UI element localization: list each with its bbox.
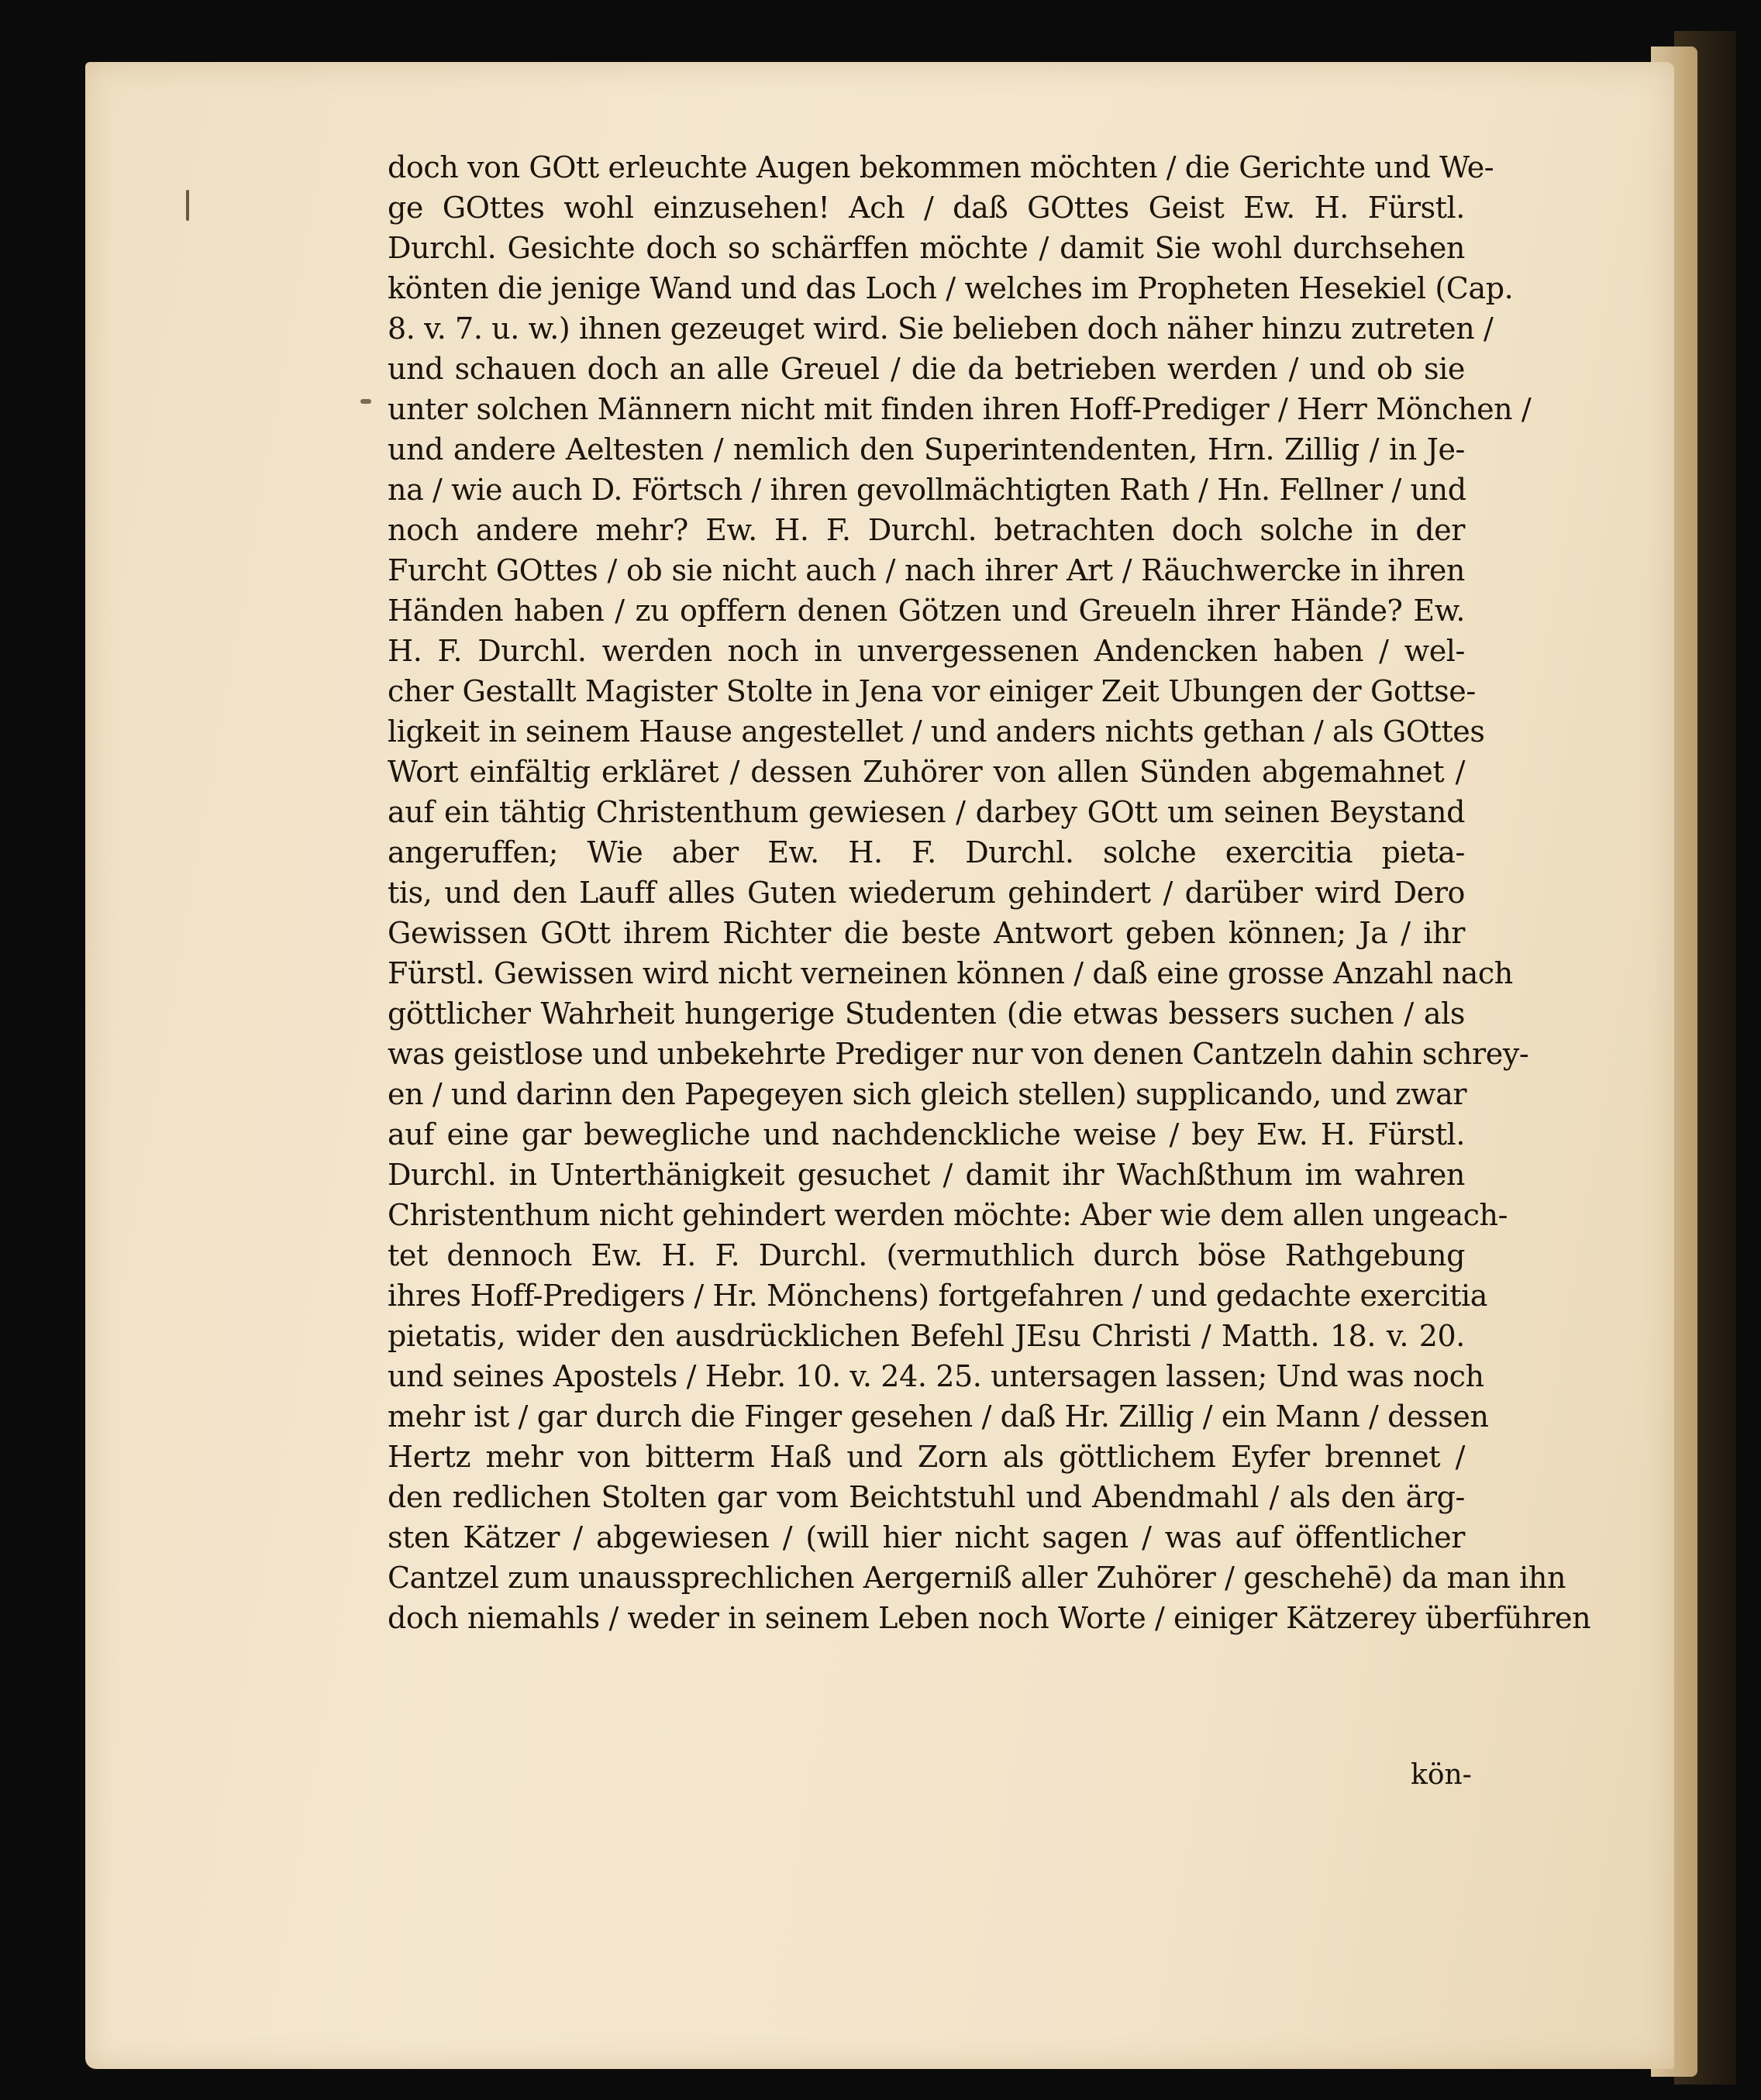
text-line: H. F. Durchl. werden noch in unvergessenen Andencken haben / wel- — [388, 634, 1465, 668]
text-line: göttlicher Wahrheit hungerige Studenten (die etwas bessers suchen / als — [388, 997, 1465, 1031]
text-line: ihres Hoff-Predigers / Hr. Mönchens) fortgefahren / und gedachte exercitia — [388, 1279, 1488, 1313]
text-line: Durchl. in Unterthänigkeit gesuchet / damit ihr Wachßthum im wahren — [388, 1158, 1465, 1192]
text-line: angeruffen; Wie aber Ew. H. F. Durchl. solche exercitia pieta- — [388, 835, 1465, 869]
text-line: doch niemahls / weder in seinem Leben noch Worte / einiger Kätzerey überführen — [388, 1601, 1591, 1635]
text-line: mehr ist / gar durch die Finger gesehen / daß Hr. Zillig / ein Mann / dessen — [388, 1399, 1489, 1434]
catchword: kön- — [1411, 1759, 1472, 1791]
text-line: was geistlose und unbekehrte Prediger nur von denen Cantzeln dahin schrey- — [388, 1037, 1529, 1071]
text-line: tet dennoch Ew. H. F. Durchl. (vermuthlich durch böse Rathgebung — [388, 1238, 1465, 1272]
text-line: könten die jenige Wand und das Loch / welches im Propheten Hesekiel (Cap. — [388, 271, 1514, 305]
text-line: Durchl. Gesichte doch so schärffen möchte / damit Sie wohl durchsehen — [388, 231, 1465, 265]
text-line: auf ein tähtig Christenthum gewiesen / darbey GOtt um seinen Beystand — [388, 795, 1465, 829]
text-line: den redlichen Stolten gar vom Beichtstuhl und Abendmahl / als den ärg- — [388, 1480, 1465, 1514]
text-line: cher Gestallt Magister Stolte in Jena vor einiger Zeit Ubungen der Gottse- — [388, 674, 1476, 708]
text-line: sten Kätzer / abgewiesen / (will hier nicht sagen / was auf öffentlicher — [388, 1520, 1465, 1554]
text-line: und andere Aeltesten / nemlich den Superintendenten, Hrn. Zillig / in Je- — [388, 432, 1465, 466]
text-line: auf eine gar bewegliche und nachdenckliche weise / bey Ew. H. Fürstl. — [388, 1117, 1465, 1152]
text-line: Christenthum nicht gehindert werden möchte: Aber wie dem allen ungeach- — [388, 1198, 1508, 1232]
text-line: 8. v. 7. u. w.) ihnen gezeuget wird. Sie belieben doch näher hinzu zutreten / — [388, 312, 1494, 346]
text-line: und seines Apostels / Hebr. 10. v. 24. 25. untersagen lassen; Und was noch — [388, 1359, 1484, 1393]
text-line: ge GOttes wohl einzusehen! Ach / daß GOttes Geist Ew. H. Fürstl. — [388, 191, 1465, 225]
text-line: Gewissen GOtt ihrem Richter die beste Antwort geben können; Ja / ihr — [388, 916, 1465, 950]
body-text — [388, 147, 1591, 1638]
text-line: na / wie auch D. Förtsch / ihren gevollmächtigten Rath / Hn. Fellner / und — [388, 473, 1466, 507]
text-line: Cantzel zum unaussprechlichen Aergerniß aller Zuhörer / geschehē) da man ihn — [388, 1561, 1566, 1595]
text-line: Hertz mehr von bitterm Haß und Zorn als göttlichem Eyfer brennet / — [388, 1440, 1465, 1474]
text-line: Händen haben / zu opffern denen Götzen und Greueln ihrer Hände? Ew. — [388, 594, 1465, 628]
text-line: pietatis, wider den ausdrücklichen Befehl JEsu Christi / Matth. 18. v. 20. — [388, 1319, 1465, 1353]
text-line: unter solchen Männern nicht mit finden ihren Hoff-Prediger / Herr Mönchen / — [388, 392, 1532, 426]
margin-dot — [360, 399, 371, 404]
text-line: und schauen doch an alle Greuel / die da betrieben werden / und ob sie — [388, 352, 1465, 386]
text-line: Wort einfältig erkläret / dessen Zuhörer von allen Sünden abgemahnet / — [388, 755, 1465, 789]
text-line: doch von GOtt erleuchte Augen bekommen möchten / die Gerichte und We- — [388, 150, 1494, 184]
text-line: Fürstl. Gewissen wird nicht verneinen können / daß eine grosse Anzahl nach — [388, 956, 1513, 990]
margin-mark — [186, 190, 189, 221]
text-line: en / und darinn den Papegeyen sich gleich stellen) supplicando, und zwar — [388, 1077, 1467, 1111]
text-line: tis, und den Lauff alles Guten wiederum gehindert / darüber wird Dero — [388, 876, 1465, 910]
text-line: noch andere mehr? Ew. H. F. Durchl. betrachten doch solche in der — [388, 513, 1465, 547]
text-line: ligkeit in seinem Hause angestellet / und anders nichts gethan / als GOttes — [388, 714, 1485, 749]
text-line: Furcht GOttes / ob sie nicht auch / nach ihrer Art / Räuchwercke in ihren — [388, 553, 1465, 587]
